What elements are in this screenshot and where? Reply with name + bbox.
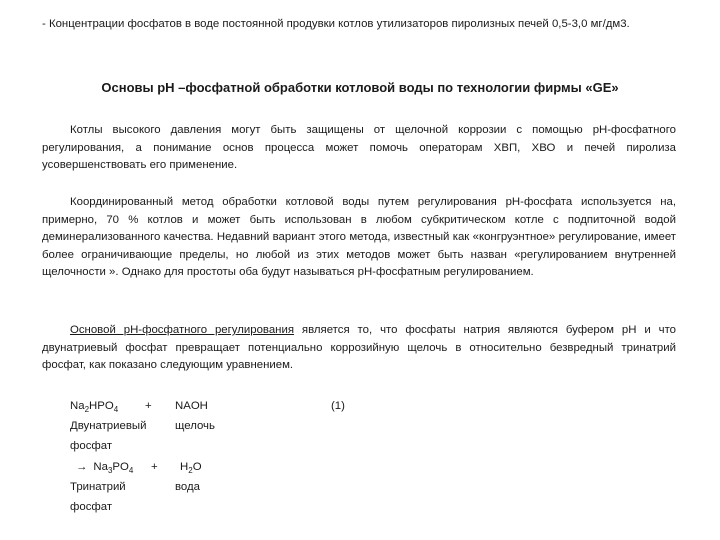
equation-product-1: → $Na_3PO_4$: [76, 461, 134, 475]
paragraph-2: Координированный метод обработки котловой воды путем регулирования pH-фосфата используется на, примерно, 70 % котлов и может быть использован в любом субкритическом котле с подпиточной водой деминерализованного качества. Недавний вариант этого метода, известный как «конгруэнтное» регулирование, имеет более ограничивающие пределы, но любой из этих методов может быть назван «регулированием внутренней щелочности ». Однако для простоты оба будут называться pH-фосфатным регулированием.: [42, 196, 676, 278]
equation-reactant-1: $Na_2HPO_4$: [70, 400, 119, 414]
reactant-1-name-line-2: фосфат: [70, 440, 113, 452]
paragraph-3: [42, 322, 676, 375]
equation-plus-2: +: [151, 461, 158, 473]
product-1-name-line-2: фосфат: [70, 501, 113, 513]
reactant-2-name: щелочь: [175, 420, 215, 432]
equation-reactant-2: NAOH: [175, 400, 208, 412]
section-heading: Основы pH –фосфатной обработки котловой воды по технологии фирмы «GE»: [101, 80, 619, 95]
paragraph-3-rest: является то, что фосфаты натрия являются буфером pH и что двунатриевый фосфат превращает потенциально коррозийную щелочь в относительно безвредный тринатрий фосфат, как показано следующим уравнением.: [42, 324, 677, 371]
paragraph-1: Котлы высокого давления могут быть защищены от щелочной коррозии с помощью pH-фосфатного регулирования, а понимание основ процесса может помочь операторам ХВП, ХВО и печей пиролиза усовершенствовать его применение.: [42, 124, 676, 171]
equation-product-2: $H_2O$: [180, 461, 202, 475]
reactant-1-name: Двунатриевый: [70, 420, 147, 432]
equation-plus-1: +: [145, 400, 152, 412]
intro-line: - Концентрации фосфатов в воде постоянной продувки котлов утилизаторов пиролизных печей 0,5-3,0 мг/дм3.: [42, 18, 630, 30]
product-1-name: Тринатрий: [70, 481, 126, 493]
product-2-name: вода: [175, 481, 200, 493]
arrow-right-icon: →: [76, 461, 88, 473]
equation-number: (1): [331, 400, 345, 412]
paragraph-3-underlined: Основой pH-фосфатного регулирования: [70, 324, 294, 336]
